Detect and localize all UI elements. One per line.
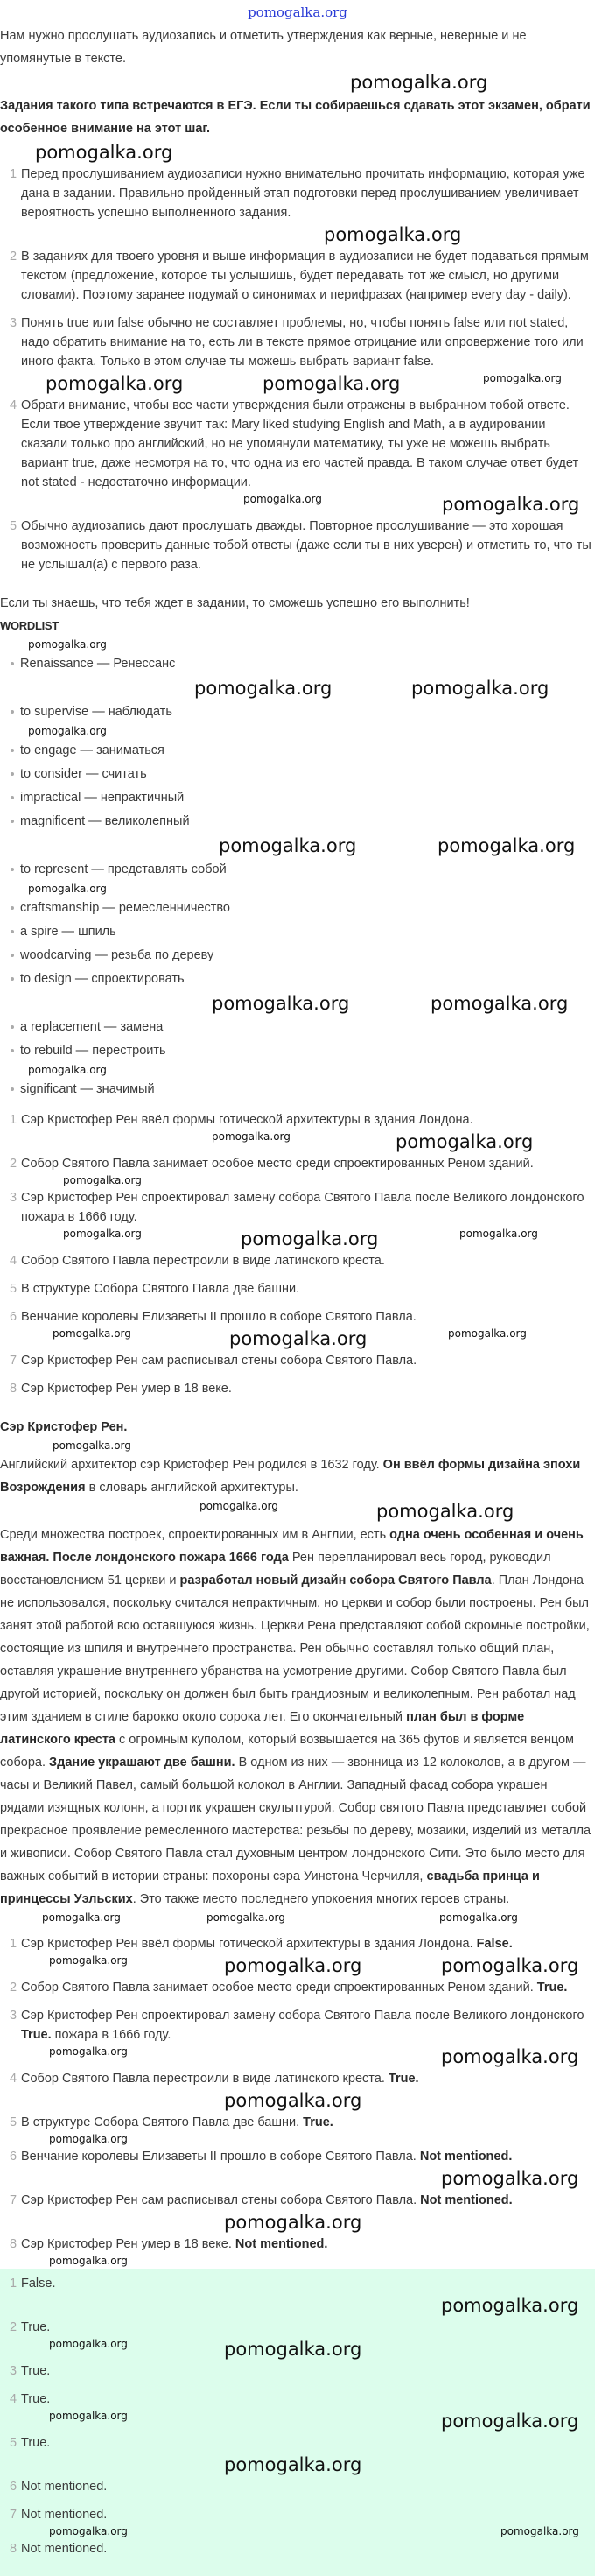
answer-text: True.: [21, 2364, 51, 2378]
answered-text: [21, 2115, 333, 2129]
statement-item: [0, 1154, 592, 1173]
wordlist-item: [0, 920, 592, 944]
bullet-icon: [10, 1025, 14, 1029]
tip-item: [0, 247, 592, 305]
watermark: pomogalka.org: [483, 372, 562, 384]
watermark-row: [0, 2166, 595, 2191]
item-number: 5: [10, 519, 18, 533]
spacer: [0, 1997, 592, 2006]
bold-text: Not mentioned.: [234, 2237, 328, 2251]
watermark: pomogalka.org: [49, 2255, 128, 2267]
intro-text: Нам нужно прослушать аудиозапись и отметить утверждения как верные, неверные и не упомянутые в тексте.: [0, 29, 527, 66]
word-text: magnificent — великолепный: [20, 814, 190, 828]
watermark: pomogalka.org: [442, 494, 580, 515]
watermark-row: [0, 676, 595, 700]
wordlist-item: [0, 763, 592, 786]
answered-text: [21, 2193, 513, 2207]
answered-item: [0, 1934, 592, 1953]
watermark: pomogalka.org: [411, 678, 550, 699]
text-segment: Рен перепланировал весь город, руководил восстановлением 51 церкви и: [0, 1551, 551, 1587]
bullet-icon: [10, 930, 14, 933]
statement-item: [0, 1379, 592, 1398]
watermark: pomogalka.org: [448, 1327, 527, 1340]
item-number: 4: [10, 2392, 18, 2406]
site-logo[interactable]: pomogalka.org: [248, 4, 347, 20]
answer-text: False.: [21, 2277, 56, 2291]
item-number: 7: [10, 2193, 18, 2207]
wordlist-item: [0, 786, 592, 810]
watermark-row: [0, 492, 595, 517]
tips-list: [0, 165, 592, 583]
statement-text: Сэр Кристофер Рен умер в 18 веке.: [21, 1382, 232, 1396]
statement-item: [0, 1188, 592, 1227]
watermark-row: [0, 1227, 595, 1251]
word-text: Renaissance — Ренессанс: [20, 657, 176, 671]
answered-statements-list: [0, 1934, 592, 2269]
watermark-row: [0, 140, 595, 165]
watermark: pomogalka.org: [63, 1174, 142, 1186]
text-segment: В структуре Собора Святого Павла две башни.: [21, 2115, 304, 2129]
watermark: pomogalka.org: [224, 2090, 362, 2111]
watermark: pomogalka.org: [224, 2212, 362, 2233]
bullet-icon: [10, 977, 14, 981]
watermark-row: [0, 70, 595, 95]
item-number: 8: [10, 2237, 18, 2251]
answer-item: [0, 2274, 595, 2293]
watermark: pomogalka.org: [49, 2410, 128, 2422]
bold-text: True.: [21, 2028, 52, 2042]
item-number: 2: [10, 1981, 18, 1995]
watermark: pomogalka.org: [441, 2168, 579, 2189]
bold-text: True.: [303, 2115, 333, 2129]
tip-item: [0, 165, 592, 222]
bold-text: план был в форме латинского креста: [0, 1710, 525, 1747]
answered-text: [21, 2072, 419, 2086]
watermark-row: [0, 1953, 595, 1978]
item-number: 1: [10, 2277, 18, 2291]
watermark-row: [0, 834, 595, 858]
watermark: pomogalka.org: [441, 2411, 579, 2432]
item-number: 4: [10, 2072, 18, 2086]
item-number: 5: [10, 1282, 18, 1296]
spacer: [0, 1270, 592, 1279]
bold-text: True.: [388, 2072, 419, 2086]
wordlist-title: WORDLIST: [0, 619, 59, 632]
wordlist-item: [0, 652, 592, 676]
item-number: 4: [10, 1254, 18, 1268]
wordlist: [0, 652, 592, 1101]
answered-item: [0, 2147, 592, 2166]
watermark: pomogalka.org: [49, 2133, 128, 2145]
answer-text: Not mentioned.: [21, 2508, 108, 2522]
spacer: [0, 2558, 595, 2567]
spacer: [0, 1370, 592, 1379]
item-number: 6: [10, 1310, 18, 1324]
word-text: impractical — непрактичный: [20, 791, 185, 805]
watermark: pomogalka.org: [224, 2454, 362, 2475]
answer-item: [0, 2505, 595, 2524]
answered-item: [0, 2069, 592, 2088]
watermark: pomogalka.org: [350, 72, 488, 93]
watermark: pomogalka.org: [52, 1439, 131, 1452]
statement-text: Сэр Кристофер Рен ввёл формы готической архитектуры в здания Лондона.: [21, 1113, 473, 1127]
statement-text: Собор Святого Павла занимает особое место среди спроектированных Реном зданий.: [21, 1157, 534, 1171]
bold-text: Здание украшают две башни.: [49, 1756, 235, 1770]
word-text: to engage — заниматься: [20, 743, 164, 757]
answer-text: Not mentioned.: [21, 2542, 108, 2556]
text-segment: . План Лондона не использовался, поскольку считался непрактичным, но церкви и собор были построены. Рен был занят этой работой всю оставшуюся жизнь. Церкви Рена представляют собой скромные постройки, состоящие из шпиля и внутреннего пространства. Рен обычно составлял только общий план, оставляя украшение внутреннего убранства на усмотрение другими. Собор Святого Павла был другой историей, поскольку он должен был быть грандиозным и великолепным. Рен работал над этим зданием в стиле барокко около сорока лет. Его окончательный: [0, 1573, 590, 1724]
watermark: pomogalka.org: [459, 1228, 538, 1240]
bullet-icon: [10, 1087, 14, 1091]
bold-text: Not mentioned.: [419, 2150, 513, 2164]
word-text: a spire — шпиль: [20, 925, 116, 939]
item-number: 8: [10, 1382, 18, 1396]
statement-item: [0, 1110, 592, 1130]
intro-bold: Задания такого типа встречаются в ЕГЭ. Если ты собираешься сдавать этот экзамен, обрати особенное внимание на этот шаг.: [0, 99, 591, 136]
text-segment: в словарь английской архитектуры.: [85, 1481, 298, 1495]
watermark-row: [0, 2453, 595, 2477]
item-number: 3: [10, 1191, 18, 1205]
spacer: [0, 2381, 595, 2389]
spacer: [0, 305, 592, 313]
watermark-row: [0, 1173, 595, 1188]
item-number: 8: [10, 2542, 18, 2556]
wordlist-item: [0, 897, 592, 920]
item-number: 6: [10, 2150, 18, 2164]
watermark: pomogalka.org: [28, 883, 107, 895]
answer-text: True.: [21, 2392, 51, 2406]
item-number: 1: [10, 1937, 18, 1951]
watermark: pomogalka.org: [212, 1130, 290, 1143]
watermark-row: [0, 1499, 595, 1524]
watermark: pomogalka.org: [441, 2295, 579, 2316]
watermark-row: [0, 1063, 595, 1078]
bold-text: True.: [536, 1981, 568, 1995]
watermark-row: [0, 991, 595, 1016]
watermark: pomogalka.org: [206, 1911, 285, 1924]
statements-list: [0, 1110, 592, 1407]
watermark-row: [0, 371, 595, 396]
logo-row: [0, 0, 595, 25]
watermark: pomogalka.org: [200, 1500, 278, 1512]
bold-text: свадьба принца и принцессы Уэльских: [0, 1869, 540, 1906]
answer-item: [0, 2361, 595, 2381]
bold-text: Он ввёл формы дизайна эпохи Возрождения: [0, 1458, 581, 1495]
watermark: pomogalka.org: [46, 373, 184, 394]
item-number: 2: [10, 1157, 18, 1171]
article-title: Сэр Кристофер Рен.: [0, 1420, 128, 1434]
spacer: [0, 2496, 595, 2505]
item-number: 7: [10, 1354, 18, 1368]
watermark: pomogalka.org: [441, 2046, 579, 2067]
bold-text: разработал новый дизайн собора Святого Павла: [179, 1573, 492, 1587]
watermark: pomogalka.org: [28, 638, 107, 651]
spacer: [0, 1398, 592, 1407]
answer-item: [0, 2389, 595, 2409]
bullet-icon: [10, 772, 14, 776]
watermark: pomogalka.org: [42, 1911, 121, 1924]
watermark-row: [0, 1911, 595, 1925]
word-text: woodcarving — резьба по дереву: [20, 948, 214, 962]
answered-text: [21, 2237, 327, 2251]
text-segment: Среди множества построек, спроектированных им в Англии, есть: [0, 1528, 390, 1542]
watermark: pomogalka.org: [52, 1327, 131, 1340]
answer-text: True.: [21, 2320, 51, 2334]
watermark: pomogalka.org: [441, 1955, 579, 1976]
watermark-row: [0, 2045, 595, 2069]
watermark: pomogalka.org: [49, 2525, 128, 2537]
wordlist-item: [0, 700, 592, 724]
statement-text: В структуре Собора Святого Павла две башни.: [21, 1282, 300, 1296]
watermark: pomogalka.org: [262, 373, 401, 394]
wordlist-item: [0, 968, 592, 991]
watermark: pomogalka.org: [324, 224, 462, 245]
tip-text: Перед прослушиванием аудиозаписи нужно внимательно прочитать информацию, которая уже дана в задании. Правильно пройденный этап подготовки перед прослушиванием увеличивает вероятность успешно выполненного задания.: [21, 167, 585, 220]
text-segment: с огромным куполом, который возвышается на 365 футов и является венцом собора.: [0, 1733, 575, 1770]
answers-panel: [0, 2269, 595, 2576]
answer-item: [0, 2318, 595, 2337]
watermark: pomogalka.org: [430, 993, 569, 1014]
watermark: pomogalka.org: [219, 835, 357, 856]
item-number: 2: [10, 2320, 18, 2334]
tip-text: Понять true или false обычно не составляет проблемы, но, чтобы понять false или not stated, надо обратить внимание на то, есть ли в тексте прямое отрицание или опровержение того или иного факта. Только в этом случае ты можешь выбрать вариант false.: [21, 316, 584, 369]
statement-item: [0, 1351, 592, 1370]
item-number: 6: [10, 2480, 18, 2494]
wordlist-item: [0, 1039, 592, 1063]
watermark: pomogalka.org: [224, 1955, 362, 1976]
item-number: 3: [10, 316, 18, 330]
answer-item: [0, 2477, 595, 2496]
watermark-row: [0, 637, 595, 652]
watermark-row: [0, 1439, 595, 1453]
bullet-icon: [10, 749, 14, 752]
watermark-row: [0, 724, 595, 739]
watermark: pomogalka.org: [49, 2338, 128, 2350]
spacer: [0, 574, 592, 583]
watermark-row: [0, 2337, 595, 2361]
watermark-row: [0, 2088, 595, 2113]
answered-text: [21, 2009, 584, 2042]
word-text: significant — значимый: [20, 1082, 155, 1096]
watermark: pomogalka.org: [396, 1131, 534, 1152]
bullet-icon: [10, 710, 14, 714]
word-text: to rebuild — перестроить: [20, 1044, 166, 1058]
wordlist-item: [0, 944, 592, 968]
word-text: craftsmanship — ремесленничество: [20, 901, 230, 915]
watermark: pomogalka.org: [376, 1501, 514, 1522]
watermark: pomogalka.org: [49, 1954, 128, 1967]
word-text: a replacement — замена: [20, 1020, 164, 1034]
answer-item: [0, 2433, 595, 2453]
watermark-row: [0, 882, 595, 897]
watermark-row: [0, 1327, 595, 1351]
bullet-icon: [10, 820, 14, 823]
text-segment: Сэр Кристофер Рен умер в 18 веке.: [21, 2237, 235, 2251]
answered-text: [21, 1937, 513, 1951]
watermark-row: [0, 2293, 595, 2318]
watermark-row: [0, 1130, 595, 1154]
statement-text: Сэр Кристофер Рен спроектировал замену собора Святого Павла после Великого лондонского пожара в 1666 году.: [21, 1191, 584, 1224]
item-number: 3: [10, 2364, 18, 2378]
statement-text: Венчание королевы Елизаветы II прошло в соборе Святого Павла.: [21, 1310, 416, 1324]
text-segment: Сэр Кристофер Рен ввёл формы готической архитектуры в здания Лондона.: [21, 1937, 477, 1951]
watermark: pomogalka.org: [500, 2525, 579, 2537]
statement-item: [0, 1279, 592, 1299]
item-number: 1: [10, 1113, 18, 1127]
word-text: to supervise — наблюдать: [20, 705, 172, 719]
bold-text: Not mentioned.: [420, 2193, 513, 2207]
statement-text: Сэр Кристофер Рен сам расписывал стены собора Святого Павла.: [21, 1354, 417, 1368]
watermark: pomogalka.org: [438, 835, 576, 856]
word-text: to represent — представлять собой: [20, 862, 227, 876]
closing-text: Если ты знаешь, что тебя ждет в задании, то сможешь успешно его выполнить!: [0, 596, 470, 610]
watermark: pomogalka.org: [63, 1228, 142, 1240]
tip-text: Обычно аудиозапись дают прослушать дважды. Повторное прослушивание — это хорошая возможность проверить данные тобой ответы (даже если ты в них уверен) и отметить то, что ты не услышал(а) с первого раза.: [21, 519, 592, 572]
article-paragraph: [0, 1453, 592, 1499]
watermark: pomogalka.org: [49, 2045, 128, 2058]
item-number: 1: [10, 167, 18, 181]
bullet-icon: [10, 1049, 14, 1052]
bullet-icon: [10, 868, 14, 871]
tip-item: [0, 517, 592, 574]
answered-text: [21, 2150, 512, 2164]
wordlist-item: [0, 858, 592, 882]
spacer: [0, 1299, 592, 1307]
answer-item: [0, 2539, 595, 2558]
watermark-row: [0, 2524, 595, 2539]
text-segment: Сэр Кристофер Рен спроектировал замену собора Святого Павла после Великого лондонского: [21, 2009, 584, 2023]
item-number: 3: [10, 2009, 18, 2023]
text-segment: Венчание королевы Елизаветы II прошло в соборе Святого Павла.: [21, 2150, 420, 2164]
watermark-row: [0, 222, 595, 247]
text-segment: Сэр Кристофер Рен сам расписывал стены собора Святого Павла.: [21, 2193, 421, 2207]
word-text: to consider — считать: [20, 767, 147, 781]
answered-item: [0, 1978, 592, 1997]
bullet-icon: [10, 954, 14, 957]
page-content: [0, 25, 593, 2269]
answered-item: [0, 2191, 592, 2210]
item-number: 5: [10, 2436, 18, 2450]
watermark-row: [0, 2210, 595, 2235]
watermark: pomogalka.org: [243, 493, 322, 505]
text-segment: пожара в 1666 году.: [51, 2028, 172, 2042]
text-segment: Собор Святого Павла занимает особое место среди спроектированных Реном зданий.: [21, 1981, 537, 1995]
article-body: [0, 1453, 592, 1925]
tip-item: [0, 396, 592, 492]
text-segment: . Это также место последнего упокоения многих героев страны.: [132, 1892, 510, 1906]
watermark: pomogalka.org: [212, 993, 350, 1014]
bold-text: False.: [476, 1937, 513, 1951]
wordlist-item: [0, 1016, 592, 1039]
answered-item: [0, 2113, 592, 2132]
article-paragraph: [0, 1524, 592, 1911]
wordlist-item: [0, 739, 592, 763]
item-number: 2: [10, 250, 18, 264]
statement-item: [0, 1251, 592, 1270]
wordlist-item: [0, 1078, 592, 1101]
item-number: 4: [10, 398, 18, 412]
text-segment: В одном из них — звонница из 12 колоколов, а в другом — часы и Великий Павел, самый большой колокол в Англии. Западный фасад собора украшен рядами изящных колонн, а портик украшен скульптурой. Собор святого Павла представляет собой прекрасное проявление ремесленного мастерства: резьбы по дереву, мозаики, изделий из металла и живописи. Собор Святого Павла стал духовным центром лондонского Сити. Это было место для важных событий в истории страны: похороны сэра Уинстона Черчилля,: [0, 1756, 592, 1883]
bullet-icon: [10, 662, 14, 665]
tip-text: Обрати внимание, чтобы все части утверждения были отражены в выбранном тобой ответе. Если твое утверждение звучит так: Mary liked studying English and Math, а в аудировании сказали только про английский, но не упомянули математику, ты уже не можешь выбрать вариант true, даже несмотря на то, что одна из его частей правда. В таком случае ответ будет not stated - недостаточно информации.: [21, 398, 579, 489]
watermark: pomogalka.org: [439, 1911, 518, 1924]
text-segment: Английский архитектор сэр Кристофер Рен родился в 1632 году.: [0, 1458, 383, 1472]
watermark-row: [0, 2409, 595, 2433]
bold-text: одна очень особенная и очень важная. После лондонского пожара 1666 года: [0, 1528, 584, 1565]
answer-text: True.: [21, 2436, 51, 2450]
tip-item: [0, 313, 592, 371]
answered-text: [21, 1981, 567, 1995]
watermark: pomogalka.org: [194, 678, 332, 699]
answered-item: [0, 2006, 592, 2045]
answered-item: [0, 2235, 592, 2254]
item-number: 7: [10, 2508, 18, 2522]
watermark: pomogalka.org: [28, 1064, 107, 1076]
watermark: pomogalka.org: [28, 725, 107, 737]
word-text: to design — спроектировать: [20, 972, 185, 986]
watermark: pomogalka.org: [229, 1328, 368, 1349]
answer-text: Not mentioned.: [21, 2480, 108, 2494]
watermark-row: [0, 2254, 595, 2269]
statement-text: Собор Святого Павла перестроили в виде латинского креста.: [21, 1254, 385, 1268]
wordlist-item: [0, 810, 592, 834]
statement-item: [0, 1307, 592, 1327]
watermark: pomogalka.org: [241, 1228, 379, 1249]
watermark: pomogalka.org: [224, 2339, 362, 2360]
text-segment: Собор Святого Павла перестроили в виде латинского креста.: [21, 2072, 388, 2086]
bullet-icon: [10, 796, 14, 799]
bullet-icon: [10, 906, 14, 910]
item-number: 5: [10, 2115, 18, 2129]
watermark: pomogalka.org: [35, 142, 173, 163]
tip-text: В заданиях для твоего уровня и выше информация в аудиозаписи не будет подаваться прямым текстом (предложение, которое ты услышишь, будет передавать тот же смысл, но другими словами). Поэтому заранее подумай о синонимах и перифразах (например every day - daily).: [21, 250, 589, 302]
watermark-row: [0, 2132, 595, 2147]
